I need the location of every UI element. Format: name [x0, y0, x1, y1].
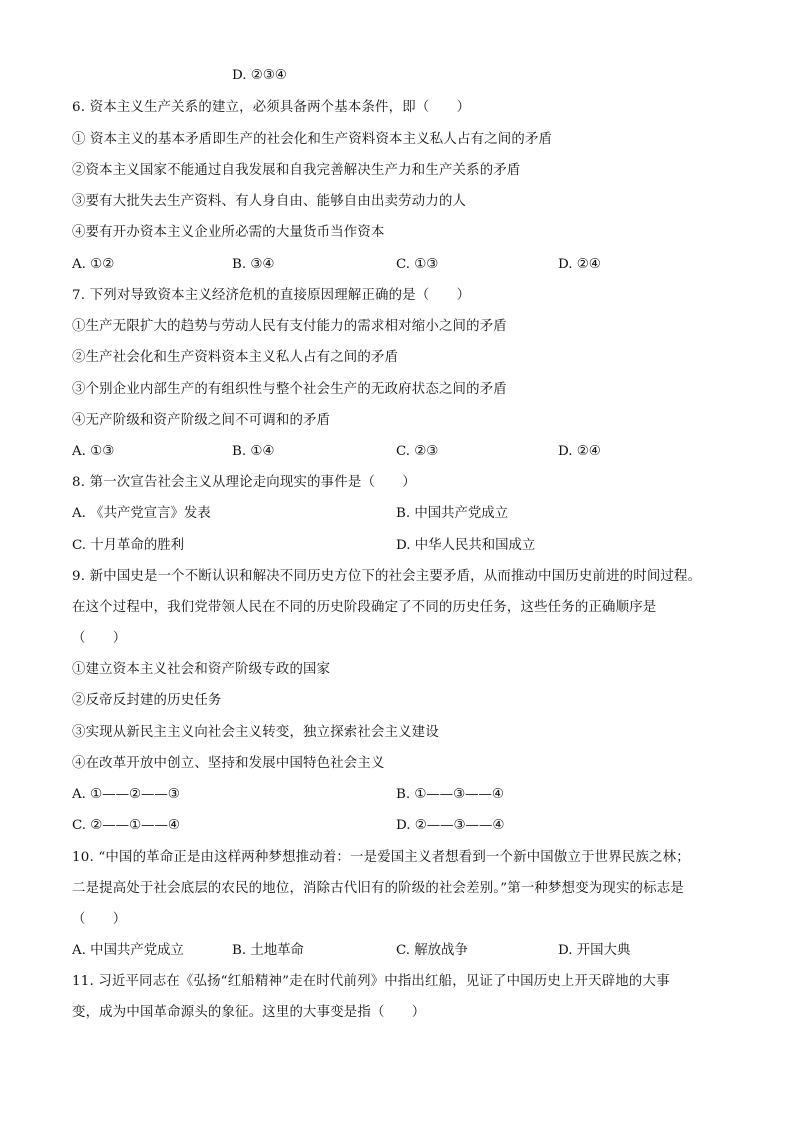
statement-1: ①生产无限扩大的趋势与劳动人民有支付能力的需求相对缩小之间的矛盾 [72, 319, 507, 334]
option-d: D. ②④ [558, 257, 601, 272]
option-c: C. 十月革命的胜利 [72, 538, 185, 553]
option-c: C. 解放战争 [396, 943, 468, 958]
option-d: D. ②④ [558, 444, 601, 459]
question-10-stem: 10. “中国的革命正是由这样两种梦想推动着：一是爱国主义者想看到一个新中国傲立于世界民族之林； [72, 850, 690, 865]
statement-3: ③个别企业内部生产的有组织性与整个社会生产的无政府状态之间的矛盾 [72, 382, 507, 397]
option-d: D. ②——③——④ [396, 818, 505, 833]
option-c: C. ①③ [396, 257, 439, 272]
option-d: D. 开国大典 [558, 943, 631, 958]
statement-1: ① 资本主义的基本矛盾即生产的社会化和生产资料资本主义私人占有之间的矛盾 [72, 132, 553, 147]
question-9-stem: 在这个过程中，我们党带领人民在不同的历史阶段确定了不同的历史任务，这些任务的正确顺序是 [72, 600, 657, 615]
question-11-stem: 11. 习近平同志在《弘扬“红船精神”走在时代前列》中指出红船，见证了中国历史上开天辟地的大事 [72, 974, 670, 989]
question-11-stem: 变，成为中国革命源头的象征。这里的大事变是指（ ） [72, 1005, 426, 1020]
option-a: A. 《共产党宣言》发表 [72, 506, 211, 521]
option-b: B. ①——③——④ [396, 787, 504, 802]
answer-bracket: （ ） [72, 631, 127, 646]
question-7-stem: 7. 下列对导致资本主义经济危机的直接原因理解正确的是（ ） [72, 288, 471, 303]
option-c: C. ②③ [396, 444, 439, 459]
statement-2: ②资本主义国家不能通过自我发展和自我完善解决生产力和生产关系的矛盾 [72, 163, 521, 178]
statement-2: ②生产社会化和生产资料资本主义私人占有之间的矛盾 [72, 350, 399, 365]
option-d: D. ②③④ [232, 68, 287, 83]
question-8-stem: 8. 第一次宣告社会主义从理论走向现实的事件是（ ） [72, 475, 416, 490]
answer-bracket: （ ） [72, 912, 127, 927]
option-d: D. 中华人民共和国成立 [396, 538, 536, 553]
statement-1: ①建立资本主义社会和资产阶级专政的国家 [72, 662, 331, 677]
option-a: A. ①③ [72, 444, 115, 459]
option-b: B. ③④ [232, 257, 275, 272]
option-b: B. 中国共产党成立 [396, 506, 509, 521]
option-b: B. 土地革命 [232, 943, 304, 958]
option-a: A. 中国共产党成立 [72, 943, 184, 958]
option-a: A. ①② [72, 257, 115, 272]
statement-4: ④要有开办资本主义企业所必需的大量货币当作资本 [72, 225, 385, 240]
statement-2: ②反帝反封建的历史任务 [72, 693, 222, 708]
option-c: C. ②——①——④ [72, 818, 180, 833]
option-a: A. ①——②——③ [72, 787, 180, 802]
statement-3: ③实现从新民主主义向社会主义转变，独立探索社会主义建设 [72, 725, 439, 740]
question-10-stem: 二是提高处于社会底层的农民的地位，消除古代旧有的阶级的社会差别。”第一种梦想变为现实的标志是 [72, 881, 684, 896]
question-6-stem: 6. 资本主义生产关系的建立，必须具备两个基本条件，即（ ） [72, 100, 471, 115]
statement-3: ③要有大批失去生产资料、有人身自由、能够自由出卖劳动力的人 [72, 194, 467, 209]
option-b: B. ①④ [232, 444, 275, 459]
statement-4: ④无产阶级和资产阶级之间不可调和的矛盾 [72, 413, 331, 428]
statement-4: ④在改革开放中创立、坚持和发展中国特色社会主义 [72, 756, 385, 771]
question-9-stem: 9. 新中国史是一个不断认识和解决不同历史方位下的社会主要矛盾，从而推动中国历史前进的时间过程。 [72, 569, 702, 584]
